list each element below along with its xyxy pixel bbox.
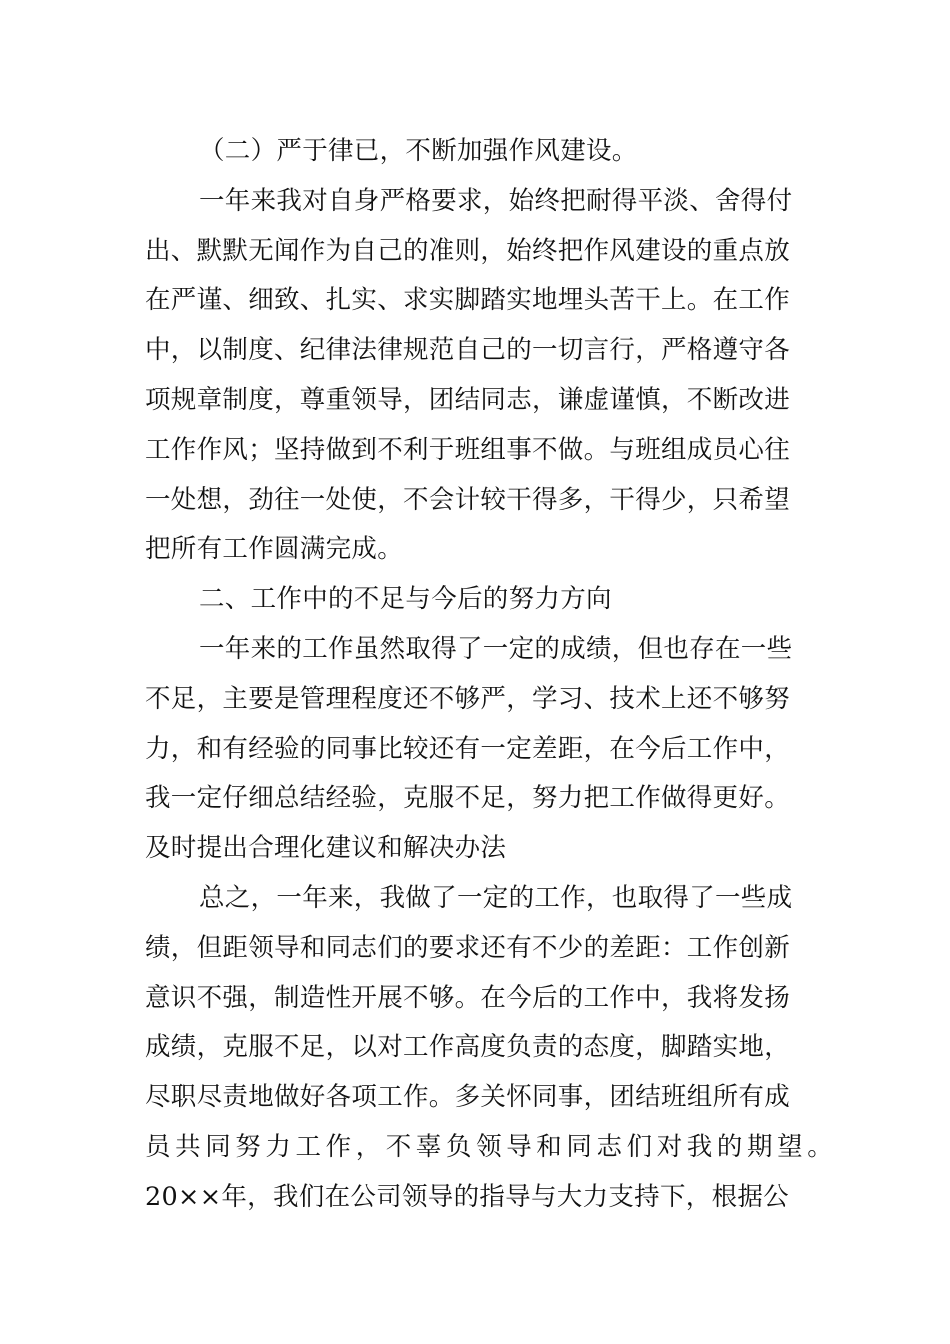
paragraph-line: 把所有工作圆满完成。 (145, 534, 404, 565)
paragraph-line: 20××年，我们在公司领导的指导与大力支持下，根据公 (145, 1181, 789, 1212)
paragraph-line: 中，以制度、纪律法律规范自己的一切言行，严格遵守各 (145, 335, 791, 366)
paragraph-line: 总之，一年来，我做了一定的工作，也取得了一些成 (199, 882, 793, 913)
paragraph-line: 项规章制度，尊重领导，团结同志，谦虚谨慎，不断改进 (145, 384, 791, 415)
paragraph-line: 成绩，克服不足，以对工作高度负责的态度，脚踏实地， (145, 1032, 791, 1063)
section-heading-shortcomings: 二、工作中的不足与今后的努力方向 (199, 584, 612, 615)
section-heading-self-discipline: （二）严于律已，不断加强作风建设。 (199, 136, 638, 166)
paragraph-line: 绩，但距领导和同志们的要求还有不少的差距：工作创新 (145, 932, 791, 963)
paragraph-line: 一处想，劲往一处使，不会计较干得多，干得少，只希望 (145, 484, 791, 515)
paragraph-line: 出、默默无闻作为自己的准则，始终把作风建设的重点放 (145, 235, 791, 266)
paragraph-line: 在严谨、细致、扎实、求实脚踏实地埋头苦干上。在工作 (145, 285, 791, 316)
paragraph-line: 员共同努力工作，不辜负领导和同志们对我的期望。 (145, 1131, 838, 1162)
paragraph-line: 不足，主要是管理程度还不够严，学习、技术上还不够努 (145, 683, 791, 714)
paragraph-line: 工作作风；坚持做到不利于班组事不做。与班组成员心往 (145, 434, 791, 465)
paragraph-line: 尽职尽责地做好各项工作。多关怀同事，团结班组所有成 (145, 1082, 791, 1113)
paragraph-line: 及时提出合理化建议和解决办法 (145, 833, 507, 864)
paragraph-line: 我一定仔细总结经验，克服不足，努力把工作做得更好。 (145, 783, 791, 814)
paragraph-line: 力，和有经验的同事比较还有一定差距，在今后工作中， (145, 733, 791, 764)
paragraph-line: 意识不强，制造性开展不够。在今后的工作中，我将发扬 (145, 982, 791, 1013)
paragraph-line: 一年来的工作虽然取得了一定的成绩，但也存在一些 (199, 633, 793, 664)
document-body (145, 127, 838, 1223)
paragraph-line: 一年来我对自身严格要求，始终把耐得平淡、舍得付 (199, 185, 793, 216)
